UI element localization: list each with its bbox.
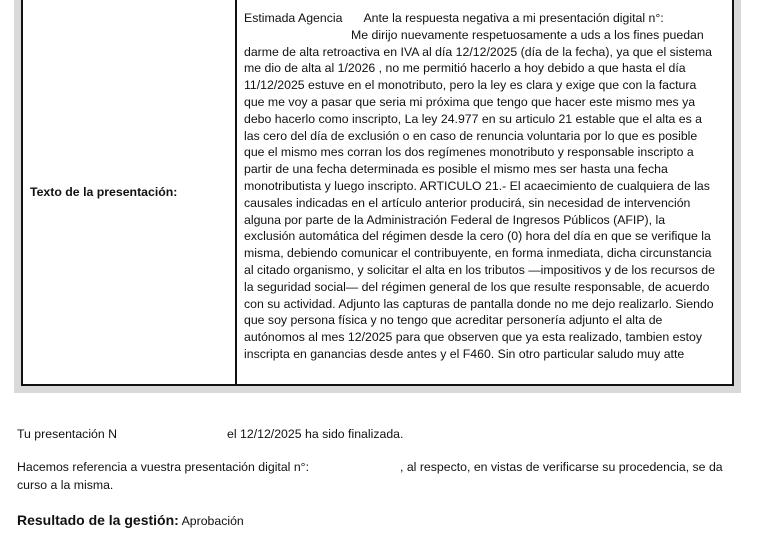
presentation-text-line-start: que soy persona física y no tengo que acreditar personería adjunto el alta de [244, 313, 663, 328]
presentation-text-line [244, 212, 665, 228]
presentation-text-line [244, 27, 704, 43]
presentation-text-line-start: con su actividad. Adjunto las capturas de pantalla donde no me dejo realizarlo. Siendo [244, 296, 714, 311]
presentation-text-line-start: que me voy a pasar que seria mi próxima que tengo que hacer este mismo mes ya [244, 95, 696, 109]
presentation-text-line [244, 245, 712, 261]
presentation-text-line [244, 44, 712, 60]
presentation-label-cell [23, 0, 237, 384]
presentation-text-line [244, 346, 684, 362]
presentation-text-line-start: misma, debiendo comunicar el contribuyente, en forma inmediata, dicha circunstancia [244, 246, 712, 261]
presentation-text-line-start: partir de una fecha determinada es posible el mismo mes ser hasta una fecha [244, 162, 668, 177]
presentation-text-line [244, 94, 695, 110]
finalized-notice-prefix: Tu presentación N [17, 427, 118, 441]
presentation-text-line [244, 144, 694, 160]
presentation-text-line-start: alguna por parte de la Administración Federal de Ingresos Públicos (AFIP), la [244, 212, 666, 227]
finalized-notice-suffix: el 12/12/2025 ha sido finalizada. [227, 427, 404, 441]
presentation-text-line [244, 10, 664, 26]
reference-notice-prefix: Hacemos referencia a vuestra presentación digital n°: [17, 460, 309, 474]
presentation-text-line-start: las cero del día de exclusión o en caso de renuncia voluntaria por lo que es posible [244, 128, 698, 143]
presentation-text-line-start: debo hacerlo como inscripto, La ley 24.977 en su articulo 21 estable que el alta es a [244, 111, 703, 126]
presentation-text-line-start: exclusión automática del régimen desde la cero (0) hora del día en que se verifique la [244, 229, 711, 244]
presentation-text-line-start: inscripta en ganancias desde antes y el F460. Sin otro particular saludo muy atte [244, 347, 685, 361]
result-label: Resultado de la gestión: [17, 512, 179, 528]
management-result [17, 512, 244, 528]
presentation-text-line-start: 11/12/2025 estuve en el monotributo, pero la ley es clara y exige que con la factura [244, 78, 697, 93]
presentation-table-frame [14, 0, 741, 393]
presentation-text-line [244, 60, 686, 76]
presentation-text-line-start: autónomos al mes 12/2025 para que observen que ya esta realizado, tambien estoy [244, 330, 703, 345]
presentation-text-line [244, 195, 690, 211]
presentation-text-line [244, 128, 697, 144]
result-value: Aprobación [181, 514, 244, 528]
presentation-text-line-start: Estimada Agencia [244, 11, 343, 25]
presentation-text-line-start: la seguridad social— del régimen general de los que resulte responsable, de acuerdo [244, 279, 710, 294]
presentation-text-line [244, 329, 702, 345]
reference-notice-suffix: , al respecto, en vistas de verificarse su procedencia, se da [400, 460, 723, 474]
presentation-text-line [244, 296, 714, 312]
presentation-text-line [244, 161, 668, 177]
reference-notice-line1 [17, 460, 723, 474]
presentation-text-line [244, 178, 710, 194]
reference-notice-line2: curso a la misma. [17, 478, 114, 492]
presentation-text-line-start: causales indicadas en el artículo anterior producirá, sin necesidad de intervención [244, 195, 691, 210]
presentation-text-line [244, 228, 711, 244]
presentation-text-line-start: darme de alta retroactiva en IVA al día 12/12/2025 (día de la fecha), ya que el sistema [244, 44, 713, 59]
finalized-notice [17, 427, 403, 441]
presentation-text-cell [237, 0, 732, 384]
presentation-text-line-start: que el mismo mes corran los dos regímenes monotributo y responsable inscripto a [244, 145, 694, 160]
presentation-text-line-start: me dio de alta al 1/2026 , no me permitió hacerlo a hoy debido a que hasta el día [244, 61, 686, 76]
presentation-table [21, 0, 734, 386]
presentation-text-label: Texto de la presentación: [30, 185, 178, 199]
presentation-text-line-start: al citado organismo, y solicitar el alta en los tributos —impositivos y de los recursos de [244, 263, 715, 277]
presentation-text-line [244, 312, 662, 328]
presentation-text-line [244, 77, 696, 93]
presentation-text-line [244, 262, 715, 278]
presentation-text-line [244, 279, 710, 295]
presentation-text-line-end: Me dirijo nuevamente respetuosamente a uds a los fines puedan [351, 27, 704, 42]
presentation-text-line [244, 111, 702, 127]
presentation-text-line-start: monotributista y luego inscripto. ARTICULO 21.- El acaecimiento de cualquiera de las [244, 179, 710, 193]
presentation-text-line-end: Ante la respuesta negativa a mi presentación digital n°: [363, 11, 664, 25]
